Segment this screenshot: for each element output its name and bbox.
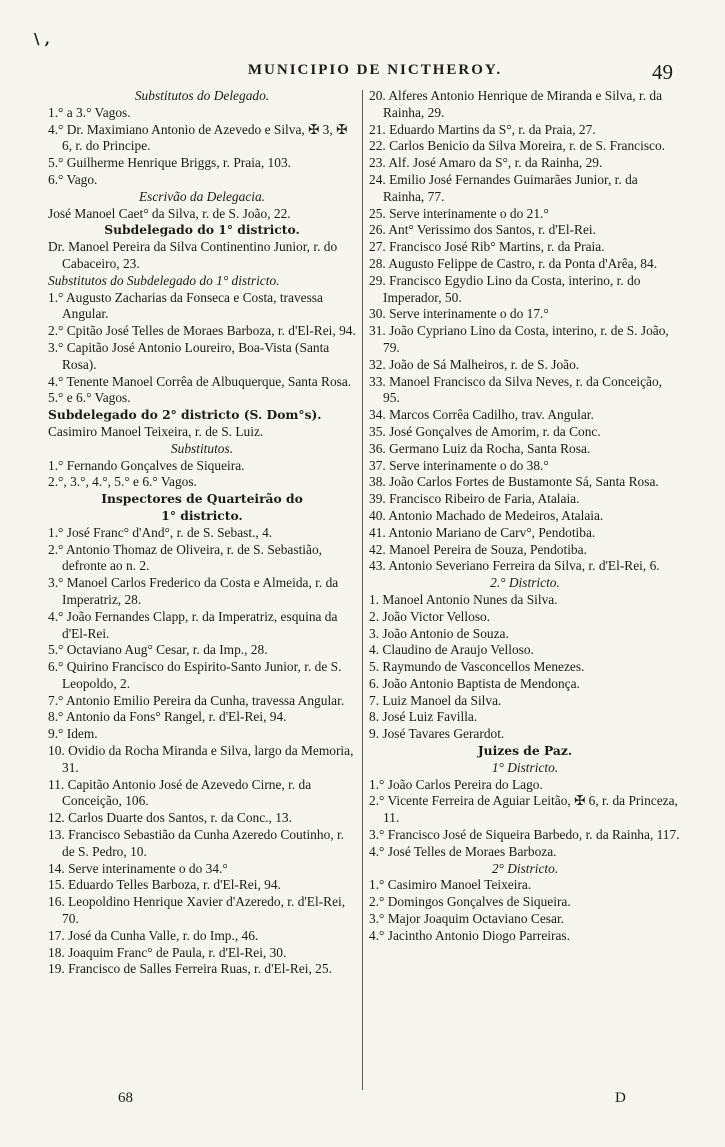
list-item: 5.° e 6.° Vagos. bbox=[48, 390, 131, 406]
page-header: MUNICIPIO DE NICTHEROY. bbox=[247, 62, 503, 78]
list-item: 4.° José Telles de Moraes Barboza. bbox=[369, 843, 557, 859]
left-column bbox=[48, 88, 356, 978]
section-heading: Substitutos do Subdelegado do 1° districto. bbox=[48, 272, 280, 288]
list-item: 3.° Major Joaquim Octaviano Cesar. bbox=[369, 911, 565, 927]
list-item: 2.°, 3.°, 4.°, 5.° e 6.° Vagos. bbox=[48, 474, 197, 490]
section-heading: Substitutos do Delegado. bbox=[134, 88, 270, 103]
corner-mark: \ , bbox=[34, 30, 50, 48]
list-item: 6.° Quirino Francisco do Espirito-Santo Junior, r. de S. Leopoldo, 2. bbox=[48, 659, 342, 691]
section-heading: Subdelegado do 2° districto (S. Dom°s). bbox=[48, 407, 322, 423]
list-item: 22. Carlos Benicio da Silva Moreira, r. de S. Francisco. bbox=[369, 138, 666, 154]
list-item: 1. Manoel Antonio Nunes da Silva. bbox=[369, 591, 558, 607]
list-item: 3.° Francisco José de Siqueira Barbedo, r. da Rainha, 117. bbox=[369, 827, 680, 843]
list-item: 41. Antonio Mariano de Carv°, Pendotiba. bbox=[369, 524, 596, 540]
section-heading: 2° Districto. bbox=[491, 860, 559, 876]
list-item: 24. Emilio José Fernandes Guimarães Junior, r. da Rainha, 77. bbox=[369, 171, 638, 204]
list-item: 25. Serve interinamente o do 21.° bbox=[369, 205, 549, 221]
section-heading: 1° Districto. bbox=[491, 759, 559, 775]
page-number: 49 bbox=[652, 60, 673, 84]
list-item: 6. João Antonio Baptista de Mendonça. bbox=[369, 675, 580, 691]
list-item: 37. Serve interinamente o do 38.° bbox=[369, 457, 549, 473]
list-item: 36. Germano Luiz da Rocha, Santa Rosa. bbox=[369, 440, 591, 456]
right-column bbox=[369, 88, 681, 945]
list-item: 3. João Antonio de Souza. bbox=[369, 625, 509, 641]
list-item: 23. Alf. José Amaro da S°, r. da Rainha, 29. bbox=[369, 155, 603, 171]
list-item: 39. Francisco Ribeiro de Faria, Atalaia. bbox=[369, 491, 580, 507]
list-item: 9. José Tavares Gerardot. bbox=[369, 726, 505, 742]
list-item: 26. Ant° Verissimo dos Santos, r. d'El-Rei. bbox=[369, 222, 596, 238]
list-item: 1.° Casimiro Manoel Teixeira. bbox=[369, 877, 532, 893]
list-item: 12. Carlos Duarte dos Santos, r. da Conc., 13. bbox=[48, 810, 292, 826]
footer-signature-number: 68 bbox=[118, 1090, 133, 1106]
list-item: 2.° Vicente Ferreira de Aguiar Leitão, ✠ 6, r. da Princeza, 11. bbox=[369, 793, 678, 826]
section-heading: Juizes de Paz. bbox=[477, 743, 573, 759]
list-item: 10. Ovidio da Rocha Miranda e Silva, largo da Memoria, 31. bbox=[48, 743, 354, 775]
list-item: 9.° Idem. bbox=[48, 726, 98, 742]
footer-signature-letter: D bbox=[615, 1090, 626, 1106]
list-item: 4. Claudino de Araujo Velloso. bbox=[369, 642, 534, 658]
list-item: 32. João de Sá Malheiros, r. de S. João. bbox=[369, 356, 580, 372]
list-item: 2. João Victor Velloso. bbox=[369, 608, 491, 624]
list-item: 8. José Luiz Favilla. bbox=[369, 709, 478, 725]
list-item: 40. Antonio Machado de Medeiros, Atalaia. bbox=[369, 507, 604, 523]
list-item: Dr. Manoel Pereira da Silva Continentino Junior, r. do Cabaceiro, 23. bbox=[48, 239, 338, 271]
list-item: 31. João Cypriano Lino da Costa, interino, r. de S. João, 79. bbox=[369, 323, 669, 355]
list-item: 11. Capitão Antonio José de Azevedo Cirne, r. da Conceição, 106. bbox=[48, 776, 312, 809]
list-item: 30. Serve interinamente o do 17.° bbox=[369, 306, 549, 322]
list-item: 3.° Capitão José Antonio Loureiro, Boa-Vista (Santa Rosa). bbox=[48, 339, 330, 372]
list-item: 8.° Antonio da Fons° Rangel, r. d'El-Rei, 94. bbox=[48, 709, 287, 725]
list-item: 5.° Guilherme Henrique Briggs, r. Praia, 103. bbox=[48, 155, 291, 171]
list-item: 1.° a 3.° Vagos. bbox=[48, 104, 131, 120]
list-item: 34. Marcos Corrêa Cadilho, trav. Angular. bbox=[369, 407, 594, 423]
section-heading: Substitutos. bbox=[170, 440, 234, 456]
list-item: 5. Raymundo de Vasconcellos Menezes. bbox=[369, 659, 585, 675]
list-item: 18. Joaquim Franc° de Paula, r. d'El-Rei, 30. bbox=[48, 944, 287, 960]
section-heading: Escrivão da Delegacia. bbox=[138, 188, 266, 204]
list-item: José Manoel Caet° da Silva, r. de S. João, 22. bbox=[48, 205, 291, 221]
list-item: 4.° Dr. Maximiano Antonio de Azevedo e Silva, ✠ 3, ✠ 6, r. do Principe. bbox=[48, 121, 348, 154]
list-item: 20. Alferes Antonio Henrique de Miranda e Silva, r. da Rainha, 29. bbox=[369, 88, 663, 120]
list-item: 2.° Cpitão José Telles de Moraes Barboza, r. d'El-Rei, 94. bbox=[48, 323, 356, 339]
section-heading: 1° districto. bbox=[161, 507, 243, 523]
list-item: 15. Eduardo Telles Barboza, r. d'El-Rei, 94. bbox=[48, 877, 281, 893]
list-item: 16. Leopoldino Henrique Xavier d'Azeredo, r. d'El-Rei, 70. bbox=[48, 894, 346, 927]
list-item: 6.° Vago. bbox=[48, 171, 98, 187]
list-item: 35. José Gonçalves de Amorim, r. da Conc. bbox=[369, 423, 601, 439]
list-item: 19. Francisco de Salles Ferreira Ruas, r. d'El-Rei, 25. bbox=[48, 961, 332, 977]
list-item: 2.° Domingos Gonçalves de Siqueira. bbox=[369, 894, 571, 910]
list-item: 4.° Tenente Manoel Corrêa de Albuquerque, Santa Rosa. bbox=[48, 373, 352, 389]
list-item: 7.° Antonio Emilio Pereira da Cunha, travessa Angular. bbox=[48, 692, 345, 708]
list-item: 17. José da Cunha Valle, r. do Imp., 46. bbox=[48, 927, 259, 943]
list-item: 28. Augusto Felippe de Castro, r. da Ponta d'Arêa, 84. bbox=[369, 255, 658, 271]
list-item: 42. Manoel Pereira de Souza, Pendotiba. bbox=[369, 541, 587, 557]
list-item: 1.° Fernando Gonçalves de Siqueira. bbox=[48, 457, 245, 473]
list-item: 5.° Octaviano Aug° Cesar, r. da Imp., 28. bbox=[48, 642, 268, 658]
list-item: 33. Manoel Francisco da Silva Neves, r. da Conceição, 95. bbox=[369, 373, 663, 406]
list-item: 43. Antonio Severiano Ferreira da Silva, r. d'El-Rei, 6. bbox=[369, 558, 660, 574]
list-item: 1.° José Franc° d'And°, r. de S. Sebast., 4. bbox=[48, 524, 273, 540]
list-item: 13. Francisco Sebastião da Cunha Azeredo Coutinho, r. de S. Pedro, 10. bbox=[48, 827, 345, 859]
column-divider bbox=[362, 90, 363, 1090]
list-item: 1.° Augusto Zacharias da Fonseca e Costa, travessa Angular. bbox=[48, 289, 323, 322]
list-item: 38. João Carlos Fortes de Bustamonte Sá, Santa Rosa. bbox=[369, 474, 659, 490]
list-item: Casimiro Manoel Teixeira, r. de S. Luiz. bbox=[48, 423, 264, 439]
list-item: 21. Eduardo Martins da S°, r. da Praia, 27. bbox=[369, 121, 596, 137]
list-item: 1.° João Carlos Pereira do Lago. bbox=[369, 776, 543, 792]
section-heading: 2.° Districto. bbox=[490, 575, 560, 591]
list-item: 29. Francisco Egydio Lino da Costa, interino, r. do Imperador, 50. bbox=[369, 272, 641, 305]
list-item: 4.° João Fernandes Clapp, r. da Imperatriz, esquina da d'El-Rei. bbox=[48, 608, 338, 641]
list-item: 27. Francisco José Rib° Martins, r. da Praia. bbox=[369, 239, 605, 255]
list-item: 3.° Manoel Carlos Frederico da Costa e Almeida, r. da Imperatriz, 28. bbox=[48, 575, 339, 607]
list-item: 7. Luiz Manoel da Silva. bbox=[369, 692, 502, 708]
section-heading: Inspectores de Quarteirão do bbox=[101, 491, 303, 507]
section-heading: Subdelegado do 1° districto. bbox=[104, 222, 300, 238]
list-item: 2.° Antonio Thomaz de Oliveira, r. de S. Sebastião, defronte ao n. 2. bbox=[48, 541, 322, 574]
list-item: 4.° Jacintho Antonio Diogo Parreiras. bbox=[369, 927, 570, 943]
list-item: 14. Serve interinamente o do 34.° bbox=[48, 860, 228, 876]
